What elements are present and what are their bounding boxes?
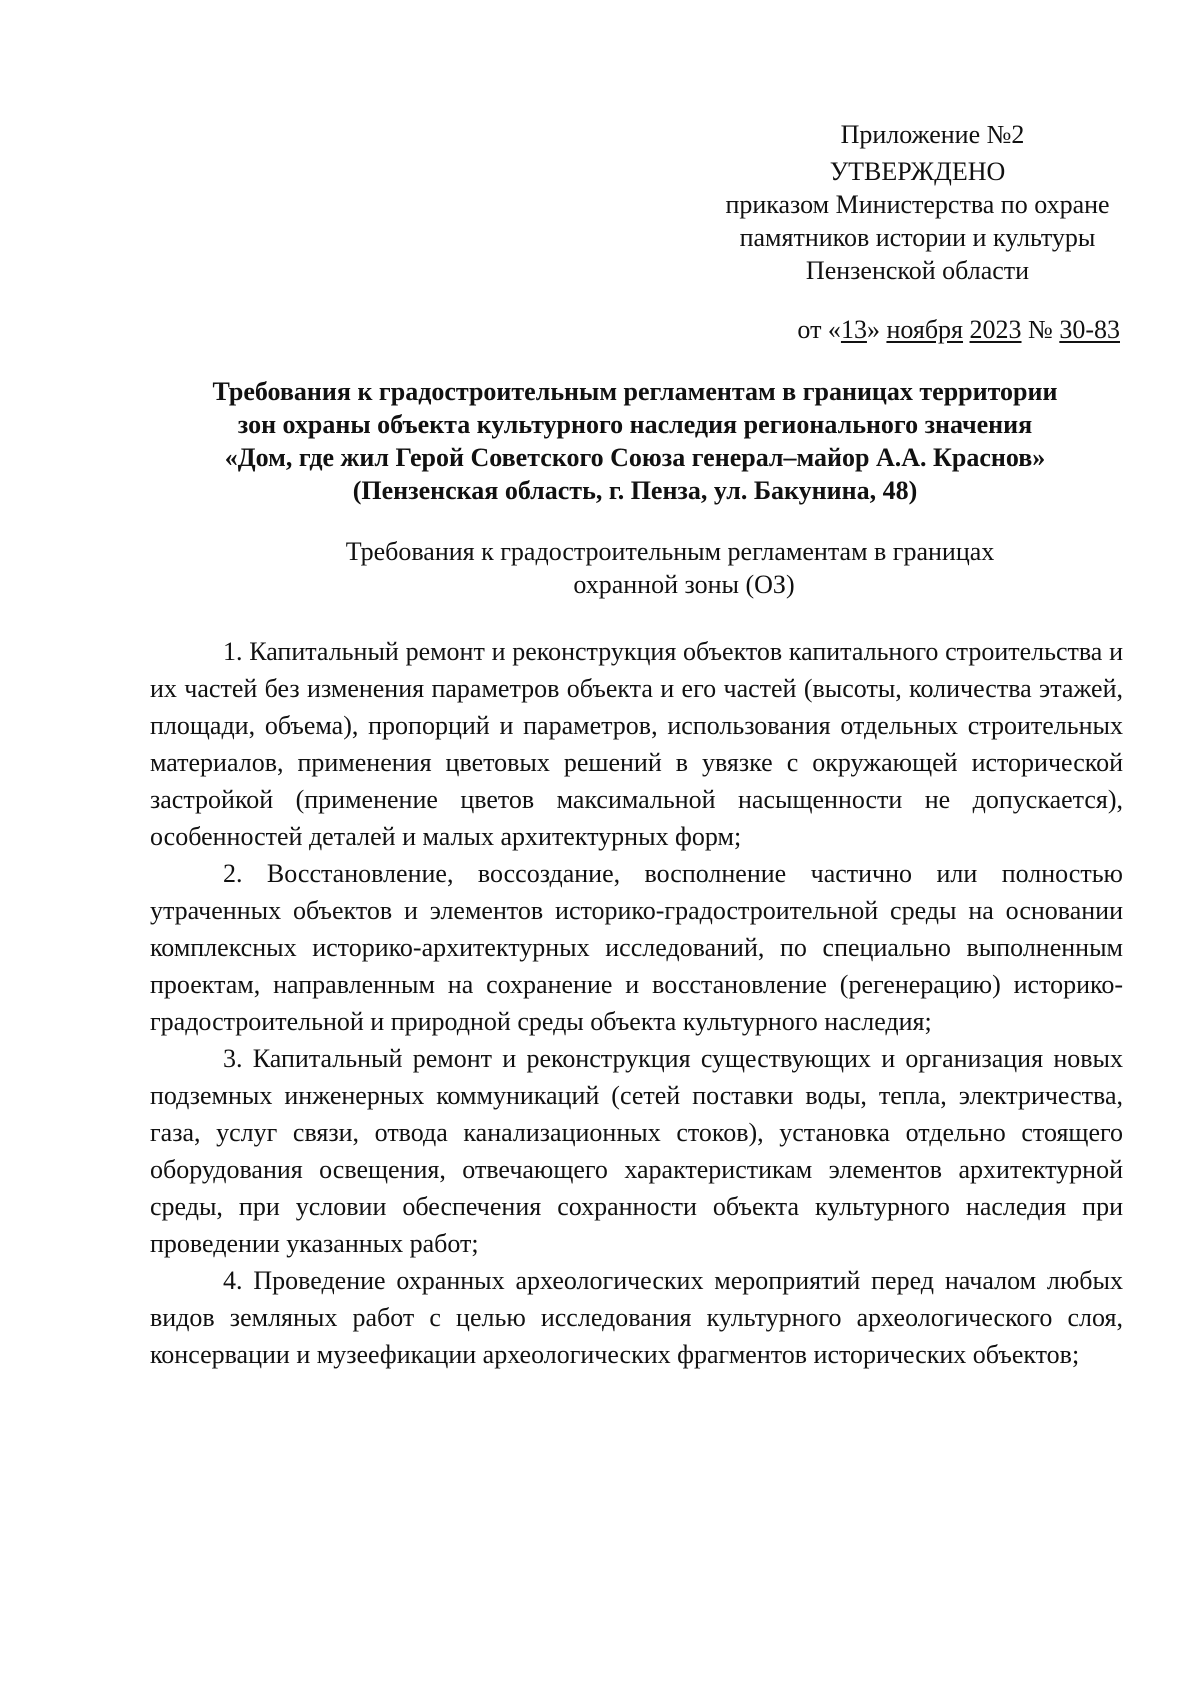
approval-header [690, 118, 1145, 287]
date-year: 2023 [969, 315, 1022, 344]
appendix-label: Приложение №2 [840, 120, 1025, 149]
section-title [150, 535, 1120, 601]
order-line-2: памятников истории и культуры [739, 223, 1096, 252]
section-title-line-2: охранной зоны (ОЗ) [573, 570, 795, 599]
order-date-number [797, 313, 1120, 346]
date-sep-1: » [866, 315, 887, 344]
document-title [150, 375, 1120, 507]
order-line-1: приказом Министерства по охране [725, 190, 1110, 219]
order-line-3: Пензенской области [805, 256, 1030, 285]
title-line-3: «Дом, где жил Герой Советского Союза генерал–майор А.А. Краснов» [224, 443, 1046, 472]
requirement-paragraph-2: 2. Восстановление, воссоздание, восполнение частично или полностью утраченных объектов и элементов историко-градостроительной среды на основании комплексных историко-архитектурных исследований, по специально выполненным проектам, направленным на сохранение и восстановление (регенерацию) историко-градостроительной и природной среды объекта культурного наследия; [150, 859, 1123, 1036]
date-sep-3: № [1021, 315, 1060, 344]
title-line-1: Требования к градостроительным регламентам в границах территории [212, 377, 1058, 406]
date-prefix: от « [797, 315, 841, 344]
approved-label: УТВЕРЖДЕНО [829, 157, 1006, 186]
requirements-list [150, 633, 1123, 1373]
requirement-paragraph-1: 1. Капитальный ремонт и реконструкция объектов капитального строительства и их частей без изменения параметров объекта и его частей (высоты, количества этажей, площади, объема), пропорций и параметров, использования отдельных строительных материалов, применения цветовых решений в увязке с окружающей исторической застройкой (применение цветов максимальной насыщенности не допускается), особенностей деталей и малых архитектурных форм; [150, 637, 1123, 851]
date-month: ноября [886, 315, 964, 344]
order-number: 30-83 [1059, 315, 1120, 344]
section-title-line-1: Требования к градостроительным регламентам в границах [345, 537, 995, 566]
requirement-paragraph-4: 4. Проведение охранных археологических мероприятий перед началом любых видов земляных работ с целью исследования культурного археологического слоя, консервации и музеефикации археологических фрагментов исторических объектов; [150, 1266, 1123, 1369]
requirement-paragraph-3: 3. Капитальный ремонт и реконструкция существующих и организация новых подземных инженерных коммуникаций (сетей поставки воды, тепла, электричества, газа, услуг связи, отвода канализационных стоков), установка отдельно стоящего оборудования освещения, отвечающего характеристикам элементов архитектурной среды, при условии обеспечения сохранности объекта культурного наследия при проведении указанных работ; [150, 1044, 1123, 1258]
title-line-2: зон охраны объекта культурного наследия регионального значения [237, 410, 1033, 439]
title-line-4: (Пензенская область, г. Пенза, ул. Бакунина, 48) [352, 476, 918, 505]
date-day: 13 [840, 315, 867, 344]
